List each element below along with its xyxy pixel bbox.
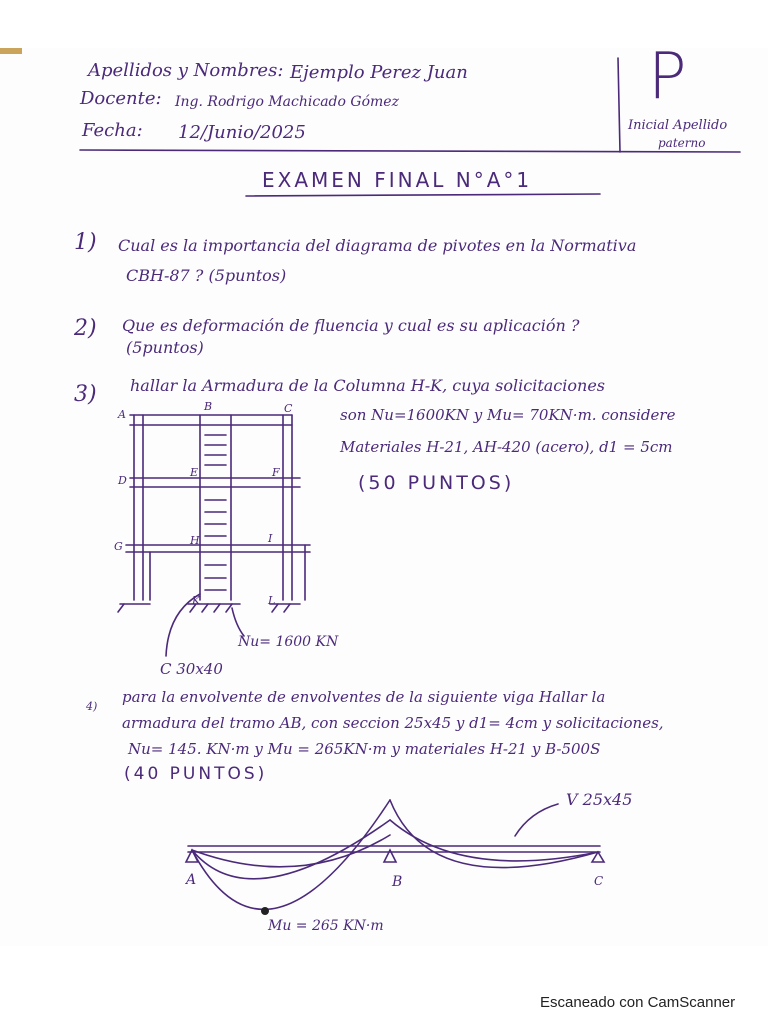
frame-label-k: K (192, 594, 201, 607)
beam-label-a: A (186, 872, 197, 888)
question-3-number: 3) (74, 382, 97, 407)
question-3-line-3: Materiales H-21, AH-420 (acero), d1 = 5cm (340, 438, 673, 456)
initial-letter: P (648, 40, 687, 114)
question-3-points: (50 PUNTOS) (358, 472, 515, 494)
question-2-number: 2) (74, 316, 97, 341)
frame-load-label: Nu= 1600 KN (238, 634, 339, 650)
question-2-line-1: Que es deformación de fluencia y cual es su aplicación ? (122, 316, 580, 335)
question-3-line-1: hallar la Armadura de la Columna H-K, cuya solicitaciones (130, 376, 605, 395)
beam-label-c: C (594, 874, 604, 888)
name-label: Apellidos y Nombres: (88, 60, 284, 81)
initial-caption-2: paterno (658, 136, 706, 150)
question-1-line-2: CBH-87 ? (5puntos) (126, 266, 287, 285)
question-2-line-2: (5puntos) (126, 338, 204, 357)
frame-label-c: C (284, 402, 293, 415)
question-3-line-2: son Nu=1600KN y Mu= 70KN·m. considere (340, 406, 676, 424)
frame-label-l: L (268, 594, 276, 607)
header-underline (80, 150, 740, 152)
exam-title: EXAMEN FINAL N°A°1 (262, 168, 533, 192)
frame-label-i: I (268, 532, 273, 545)
title-underline (246, 194, 600, 196)
frame-label-f: F (272, 466, 280, 479)
frame-label-d: D (118, 474, 127, 487)
frame-label-b: B (204, 400, 213, 413)
question-4-number: 4) (86, 700, 98, 713)
beam-moment-label: Mu = 265 KN·m (268, 918, 384, 934)
frame-label-a: A (118, 408, 126, 421)
beam-label-b: B (392, 874, 403, 890)
frame-structure (118, 415, 310, 656)
name-value: Ejemplo Perez Juan (290, 62, 468, 83)
frame-section-label: C 30x40 (160, 660, 223, 678)
question-4-line-2: armadura del tramo AB, con seccion 25x45 y d1= 4cm y solicitaciones, (122, 714, 664, 732)
question-1-line-1: Cual es la importancia del diagrama de pivotes en la Normativa (118, 236, 637, 255)
question-4-points: (40 PUNTOS) (124, 764, 268, 784)
max-moment-point (261, 907, 269, 915)
frame-label-e: E (190, 466, 199, 479)
frame-label-h: H (190, 534, 200, 547)
date-value: 12/Junio/2025 (178, 122, 306, 143)
question-1-number: 1) (74, 230, 97, 255)
date-label: Fecha: (82, 120, 143, 141)
question-4-line-3: Nu= 145. KN·m y Mu = 265KN·m y materiales H-21 y B-500S (128, 740, 601, 758)
header-divider (618, 58, 620, 152)
teacher-value: Ing. Rodrigo Machicado Gómez (175, 94, 399, 110)
beam-section-label: V 25x45 (566, 790, 633, 809)
initial-caption-1: Inicial Apellido (628, 118, 728, 133)
frame-label-g: G (114, 540, 123, 553)
beam-structure (186, 800, 604, 909)
question-4-line-1: para la envolvente de envolventes de la siguiente viga Hallar la (122, 688, 606, 706)
teacher-label: Docente: (80, 88, 162, 109)
scanner-watermark: Escaneado con CamScanner (540, 994, 736, 1011)
